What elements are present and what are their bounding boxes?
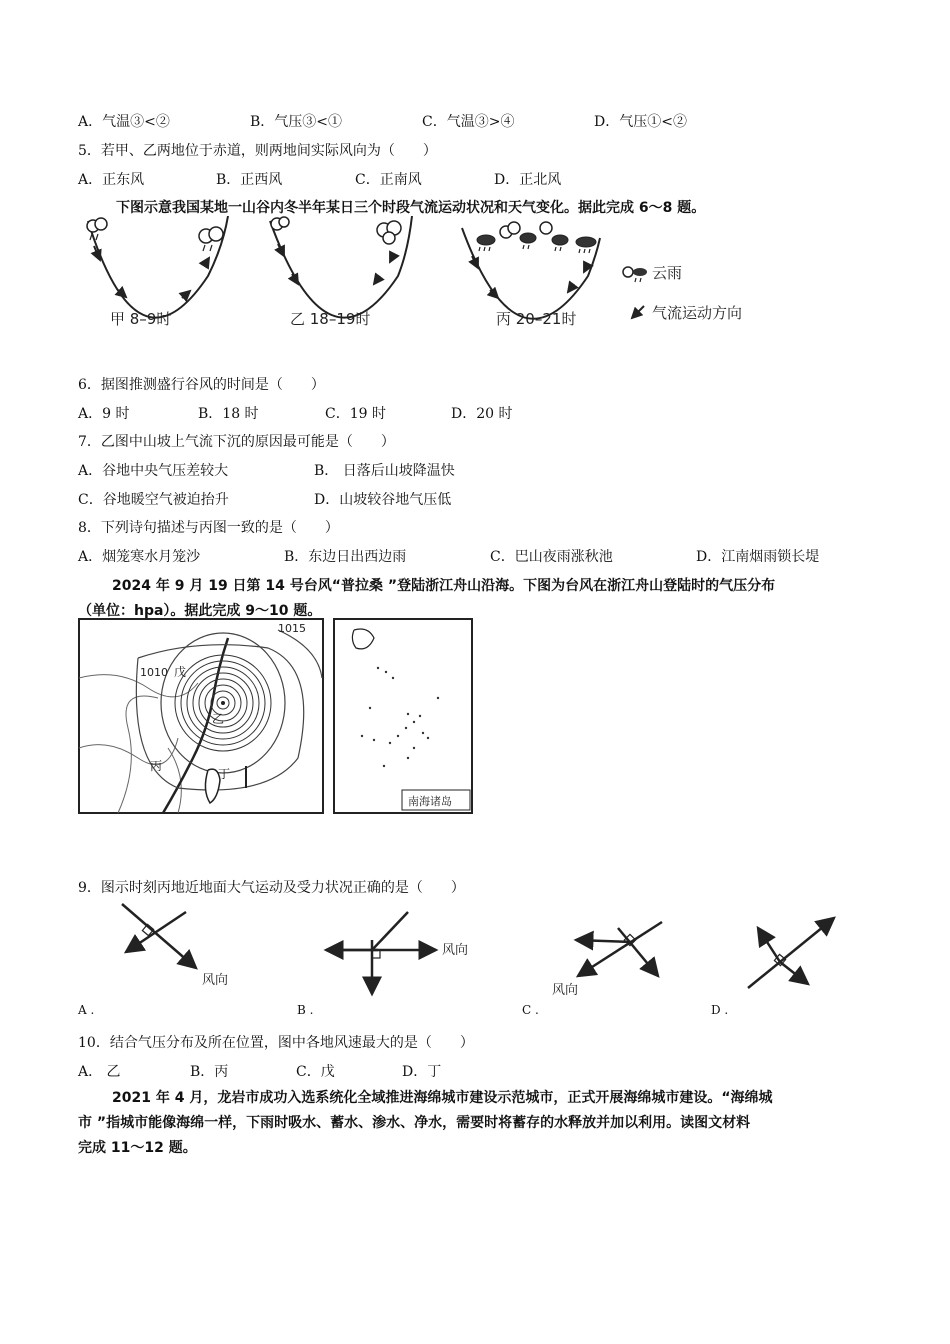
legend-arrow-label: 气流运动方向 [652, 304, 743, 322]
place-bing: 丙 [150, 759, 163, 773]
q10-option-c: C．戊 [296, 1064, 335, 1080]
wind-label: 风向 [552, 983, 579, 998]
q6-option-d: D．20 时 [451, 406, 513, 422]
typhoon-pressure-map [78, 618, 474, 814]
q4-option-c: C．气温③>④ [422, 114, 515, 130]
q9-diagram-b [326, 912, 468, 994]
panel-label-bing: 丙 20–21时 [496, 310, 577, 328]
intro-9-10-line1: 2024 年 9 月 19 日第 14 号台风“普拉桑 ”登陆浙江舟山沿海。下图为台风在浙江舟山登陆时的气压分布 [112, 578, 776, 594]
valley-panel-jia [87, 216, 228, 328]
q10-stem: 10．结合气压分布及所在位置，图中各地风速最大的是（ ） [78, 1035, 474, 1051]
q8-option-d: D．江南烟雨锁长堤 [696, 549, 820, 565]
panel-label-yi: 乙 18–19时 [290, 310, 371, 328]
intro-6-8: 下图示意我国某地一山谷内冬半年某日三个时段气流运动状况和天气变化。据此完成 6～8 题。 [116, 200, 706, 216]
q9-option-a: A . [78, 1003, 95, 1017]
inset-label: 南海诸岛 [408, 795, 452, 808]
q7-option-c: C．谷地暖空气被迫抬升 [78, 492, 229, 508]
typhoon-center [221, 701, 225, 705]
q9-options-figure [78, 898, 878, 1002]
legend-cloud-label: 云雨 [652, 264, 683, 282]
q9-option-c: C . [522, 1003, 539, 1017]
q9-diagram-d [748, 918, 834, 988]
place-wu: 戊 [174, 665, 187, 679]
south-china-sea-inset [334, 619, 472, 813]
arrow-icon [632, 306, 644, 318]
q9-diagram-a [122, 904, 228, 988]
q8-option-a: A．烟笼寒水月笼沙 [78, 549, 201, 565]
q9-stem: 9．图示时刻丙地近地面大气运动及受力状况正确的是（ ） [78, 880, 465, 896]
q5-option-d: D．正北风 [494, 172, 562, 188]
q5-stem: 5．若甲、乙两地位于赤道，则两地间实际风向为（ ） [78, 143, 437, 159]
q8-stem: 8．下列诗句描述与丙图一致的是（ ） [78, 520, 339, 536]
place-yi: 乙 [212, 712, 225, 726]
cloud-icon [87, 218, 107, 240]
intro-9-10-line2: （单位：hpa）。据此完成 9～10 题。 [78, 603, 322, 619]
q10-option-d: D．丁 [402, 1064, 442, 1080]
q9-option-d: D . [711, 1003, 729, 1017]
intro-11-12-line1: 2021 年 4 月，龙岩市成功入选系统化全域推进海绵城市建设示范城市，正式开展海绵城市建设。“海绵城 [112, 1090, 773, 1106]
q7-option-a: A．谷地中央气压差较大 [78, 463, 229, 479]
isobar-1010-label: 1010 [140, 666, 168, 679]
isobar-1015-label: 1015 [278, 622, 306, 635]
cloud-rain-icon [623, 267, 647, 282]
wind-label: 风向 [202, 973, 229, 988]
q6-stem: 6．据图推测盛行谷风的时间是（ ） [78, 377, 325, 393]
q4-option-a: A．气温③<② [78, 114, 170, 130]
cloud-icon [271, 217, 289, 230]
q8-option-c: C．巴山夜雨涨秋池 [490, 549, 613, 565]
q8-option-b: B．东边日出西边雨 [284, 549, 407, 565]
q6-option-b: B．18 时 [198, 406, 259, 422]
wind-label: 风向 [442, 943, 469, 958]
valley-panel-yi [270, 216, 412, 328]
q10-option-a: A． 乙 [78, 1064, 121, 1080]
q6-option-c: C．19 时 [325, 406, 386, 422]
intro-11-12-line2: 市 ”指城市能像海绵一样，下雨时吸水、蓄水、渗水、净水，需要时将蓄存的水释放并加以利用。读图文材料 [78, 1115, 751, 1131]
q9-diagram-c [552, 922, 662, 998]
rain-cloud-row [477, 222, 596, 253]
valley-airflow-figure [78, 216, 768, 340]
q4-option-b: B．气压③<① [250, 114, 343, 130]
q10-option-b: B．丙 [190, 1064, 229, 1080]
q6-option-a: A．9 时 [78, 406, 130, 422]
intro-11-12-line3: 完成 11～12 题。 [78, 1140, 197, 1156]
panel-label-jia: 甲 8–9时 [110, 310, 172, 328]
q5-option-a: A．正东风 [78, 172, 145, 188]
q5-option-c: C．正南风 [355, 172, 422, 188]
cloud-icon [377, 221, 401, 244]
q4-option-d: D．气压①<② [594, 114, 687, 130]
legend [623, 264, 742, 322]
q7-option-d: D．山坡较谷地气压低 [314, 492, 452, 508]
q7-option-b: B． 日落后山坡降温快 [314, 463, 455, 479]
q7-stem: 7．乙图中山坡上气流下沉的原因最可能是（ ） [78, 434, 395, 450]
q9-option-b: B . [297, 1003, 314, 1017]
q5-option-b: B．正西风 [216, 172, 283, 188]
place-ding: 丁 [218, 767, 231, 781]
valley-panel-bing [462, 222, 600, 328]
